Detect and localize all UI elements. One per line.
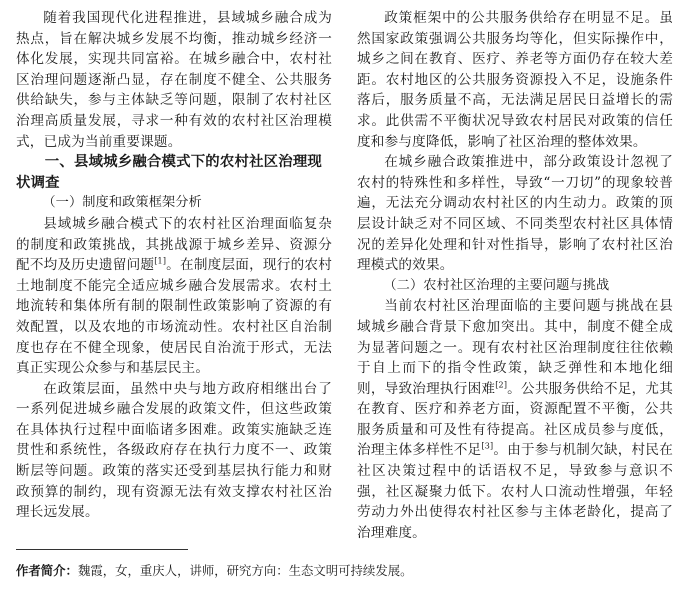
citation-1: [1]: [154, 256, 167, 266]
paragraph-text: 。在制度层面，现行的农村土地制度不能完全适应城乡融合发展需求。农村土地流转和集体所有制的限制性政策影响了资源的有效配置，以及农地的市场流动性。农村社区自治制度也存在不健全现象，使居民自治流于形式，无法真正实现公众参与和基层民主。: [16, 257, 333, 377]
footnote-divider: [16, 549, 188, 550]
paragraph-text: 县域城乡融合模式下的农村社区治理面临复杂的制度和政策挑战，其挑战源于城乡差异、资源分配不均及历史遗留问题: [16, 215, 332, 274]
section-heading: 一、县域城乡融合模式下的农村社区治理现状调查: [16, 154, 323, 191]
subsection-heading-problems: （二）农村社区治理的主要问题与挑战: [383, 277, 610, 293]
footnote-text: 魏霞，女，重庆人，讲师，研究方向：生态文明可持续发展。: [77, 563, 413, 578]
footnote-label: 作者简介：: [16, 563, 78, 578]
citation-3: [3]: [481, 441, 494, 451]
problems-paragraph: [357, 296, 673, 543]
left-column: [16, 8, 332, 523]
citation-2: [2]: [495, 380, 508, 390]
author-footnote: [16, 562, 676, 580]
paragraph-text: 。公共服务供给不足，尤其在教育、医疗和养老方面，资源配置不平衡，公共服务质量和可及性有待提高。社区成员参与度低，治理主体多样性不足: [357, 380, 674, 459]
policy-design-paragraph: 在城乡融合政策推进中，部分政策设计忽视了农村的特殊性和多样性，导致“一刀切”的现象较普遍，无法充分调动农村社区的内生动力。政策的顶层设计缺乏对不同区域、不同类型农村社区具体情况的差异化处理和针对性指导，影响了农村社区治理模式的效果。: [357, 154, 673, 274]
policy-paragraph-institutional: [16, 214, 332, 379]
paragraph-text: 当前农村社区治理面临的主要问题与挑战在县域城乡融合背景下愈加突出。其中，制度不健全成为显著问题之一。现有农村社区治理制度往往依赖于自上而下的指令性政策，缺乏弹性和本地化细则，导致治理执行困难: [357, 298, 673, 397]
right-column: [357, 8, 673, 543]
public-service-paragraph: 政策框架中的公共服务供给存在明显不足。虽然国家政策强调公共服务均等化，但实际操作中，城乡之间在教育、医疗、养老等方面仍存在较大差距。农村地区的公共服务资源投入不足，设施条件落后，服务质量不高，无法满足居民日益增长的需求。此供需不平衡状况导致农村居民对政策的信任度和参与度降低，影响了社区治理的整体效果。: [357, 10, 673, 150]
intro-paragraph: 随着我国现代化进程推进，县域城乡融合成为热点，旨在解决城乡发展不均衡，推动城乡经济一体化发展，实现共同富裕。在城乡融合中，农村社区治理问题逐渐凸显，存在制度不健全、公共服务供给缺失，参与主体缺乏等问题，限制了农村社区治理高质量发展，寻求一种有效的农村社区治理模式，已成为当前重要课题。: [16, 10, 332, 150]
subsection-heading-policy: （一）制度和政策框架分析: [42, 195, 202, 211]
policy-paragraph-implementation: 在政策层面，虽然中央与地方政府相继出台了一系列促进城乡融合发展的政策文件，但这些政策在具体执行过程中面临诸多困难。政策实施缺乏连贯性和系统性，各级政府存在执行力度不一、政策断层等问题。政策的落实还受到基层执行能力和财政预算的制约，现有资源无法有效支撑农村社区治理长远发展。: [16, 380, 332, 521]
paragraph-text: 。由于参与机制欠缺，村民在社区决策过程中的话语权不足，导致参与意识不强，社区凝聚力低下。农村人口流动性增强，年轻劳动力外出使得农村社区参与主体老龄化，提高了治理难度。: [357, 442, 673, 541]
